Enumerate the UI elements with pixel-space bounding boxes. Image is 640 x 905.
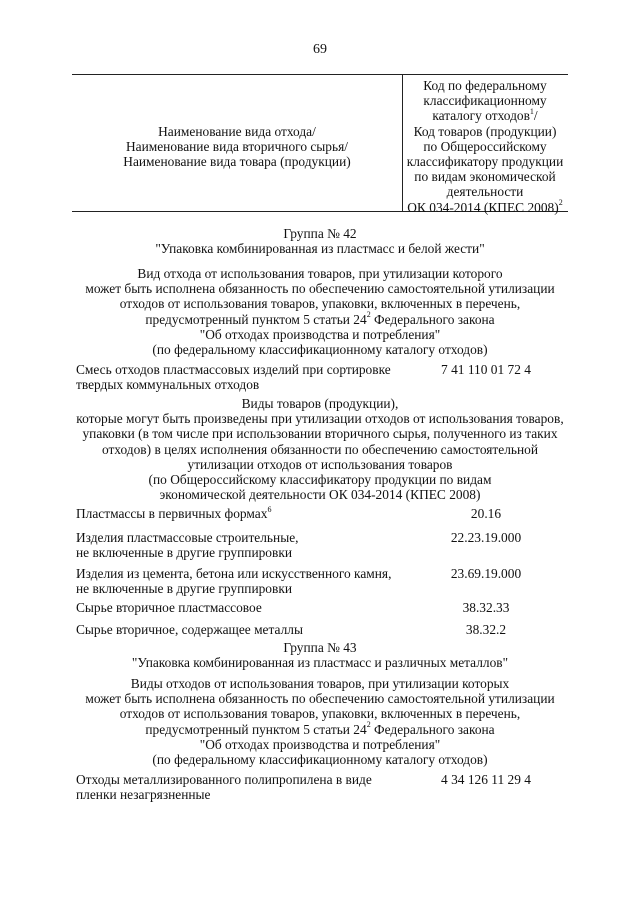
heading-text: предусмотренный пунктом 5 статьи 24 (145, 311, 367, 327)
section-heading-line: отходов от использования товаров, упаковки, включенных в перечень, (119, 706, 521, 722)
product-item-code: 38.32.2 (465, 622, 507, 637)
waste-item-code: 4 34 126 11 29 4 (441, 772, 531, 787)
product-item-name (76, 566, 406, 596)
group-title: Группа № 43 (283, 640, 357, 655)
product-item-name (76, 530, 406, 560)
section-heading-line: "Об отходах производства и потребления" (199, 326, 441, 342)
item-name-line: Изделия пластмассовые строительные, (76, 530, 299, 545)
group-subtitle: "Упаковка комбинированная из пластмасс и белой жести" (155, 241, 485, 257)
product-item-code: 38.32.33 (462, 600, 510, 615)
section-heading-line: (по федеральному классификационному каталогу отходов) (152, 752, 488, 768)
item-name-line (76, 506, 406, 521)
group-subtitle: "Упаковка комбинированная из пластмасс и различных металлов" (131, 655, 509, 671)
group-42-heading (72, 226, 568, 256)
waste-item-name (76, 362, 406, 392)
section-heading-line (72, 312, 568, 327)
section-heading-line: экономической деятельности ОК 034-2014 (КПЕС 2008) (159, 487, 481, 503)
article-superscript: 2 (366, 720, 371, 730)
header-code-line: Код товаров (продукции) (413, 123, 557, 139)
group-title: Группа № 42 (283, 226, 357, 241)
section-heading-line (72, 722, 568, 737)
header-code-line: по Общероссийскому (423, 138, 547, 154)
header-code-line (403, 108, 567, 123)
product-item-code: 23.69.19.000 (450, 566, 522, 581)
section-heading-line: (по федеральному классификационному каталогу отходов) (152, 342, 488, 358)
header-code-text: каталогу отходов (432, 108, 530, 124)
heading-text: Федерального закона (370, 311, 495, 327)
heading-text: Федерального закона (370, 721, 495, 737)
section-heading-line: Виды товаров (продукции), (241, 396, 399, 411)
header-code-line: по видам экономической (414, 169, 556, 185)
item-name-line: Смесь отходов пластмассовых изделий при сортировке (76, 362, 391, 377)
section-heading-line: Виды отходов от использования товаров, при утилизации которых (130, 676, 510, 691)
waste-item-name (76, 772, 406, 802)
waste-item-code: 7 41 110 01 72 4 (441, 362, 531, 377)
header-code-text: ОК 034-2014 (КПЕС 2008) (407, 199, 559, 215)
item-name-line: Сырье вторичное, содержащее металлы (76, 622, 303, 637)
section-heading-line: (по Общероссийскому классификатору продукции по видам (148, 472, 492, 488)
header-name-line: Наименование вида вторичного сырья/ (125, 139, 348, 155)
item-name-line: твердых коммунальных отходов (76, 377, 260, 393)
section-heading-line: может быть исполнена обязанность по обеспечению самостоятельной утилизации (85, 691, 555, 707)
item-name-line: Изделия из цемента, бетона или искусственного камня, (76, 566, 392, 581)
group-43-heading (72, 640, 568, 670)
page-number: 69 (313, 42, 327, 57)
section-heading-line: отходов от использования товаров, упаковки, включенных в перечень, (119, 296, 521, 312)
header-code-line: деятельности (446, 184, 524, 200)
group-42-products-heading (72, 396, 568, 502)
product-item-name (76, 600, 406, 615)
item-name-line: Сырье вторичное пластмассовое (76, 600, 262, 615)
header-code-column (403, 78, 567, 215)
section-heading-line: упаковки (в том числе при использовании вторичного сырья, полученного из таких (82, 426, 558, 442)
section-heading-line: отходов) в целях исполнения обязанности по обеспечению самостоятельной (101, 441, 539, 457)
section-heading-line: может быть исполнена обязанность по обеспечению самостоятельной утилизации (85, 281, 555, 297)
item-name-line: Отходы металлизированного полипропилена в виде (76, 772, 372, 787)
header-code-line: классификатору продукции (406, 154, 564, 170)
header-code-line: классификационному (423, 93, 547, 109)
section-heading-line: которые могут быть произведены при утилизации отходов от использования товаров, (76, 411, 564, 427)
section-heading-line: "Об отходах производства и потребления" (199, 736, 441, 752)
footnote-marker: 1 (529, 106, 534, 116)
item-name-text: Пластмассы в первичных формах (76, 506, 268, 521)
header-name-column (72, 124, 402, 170)
article-superscript: 2 (366, 310, 371, 320)
heading-text: предусмотренный пунктом 5 статьи 24 (145, 721, 367, 737)
item-name-line: пленки незагрязненные (76, 787, 211, 803)
item-name-line: не включенные в другие группировки (76, 545, 292, 561)
section-heading-line: утилизации отходов от использования товаров (187, 456, 453, 472)
slash: / (533, 108, 538, 124)
product-item-name (76, 622, 406, 637)
header-code-line (403, 200, 567, 215)
header-code-line: Код по федеральному (423, 78, 547, 93)
footnote-marker: 6 (267, 504, 272, 514)
group-42-waste-heading (72, 266, 568, 357)
footnote-marker: 2 (558, 198, 563, 208)
product-item-code: 22.23.19.000 (450, 530, 522, 545)
section-heading-line: Вид отхода от использования товаров, при утилизации которого (137, 266, 503, 281)
header-name-line: Наименование вида отхода/ (158, 124, 316, 139)
item-name-line: не включенные в другие группировки (76, 581, 292, 597)
product-item-code: 20.16 (470, 506, 502, 521)
header-name-line: Наименование вида товара (продукции) (123, 154, 351, 170)
group-43-waste-heading (72, 676, 568, 767)
product-item-name (76, 506, 406, 521)
header-top-rule (72, 74, 568, 75)
